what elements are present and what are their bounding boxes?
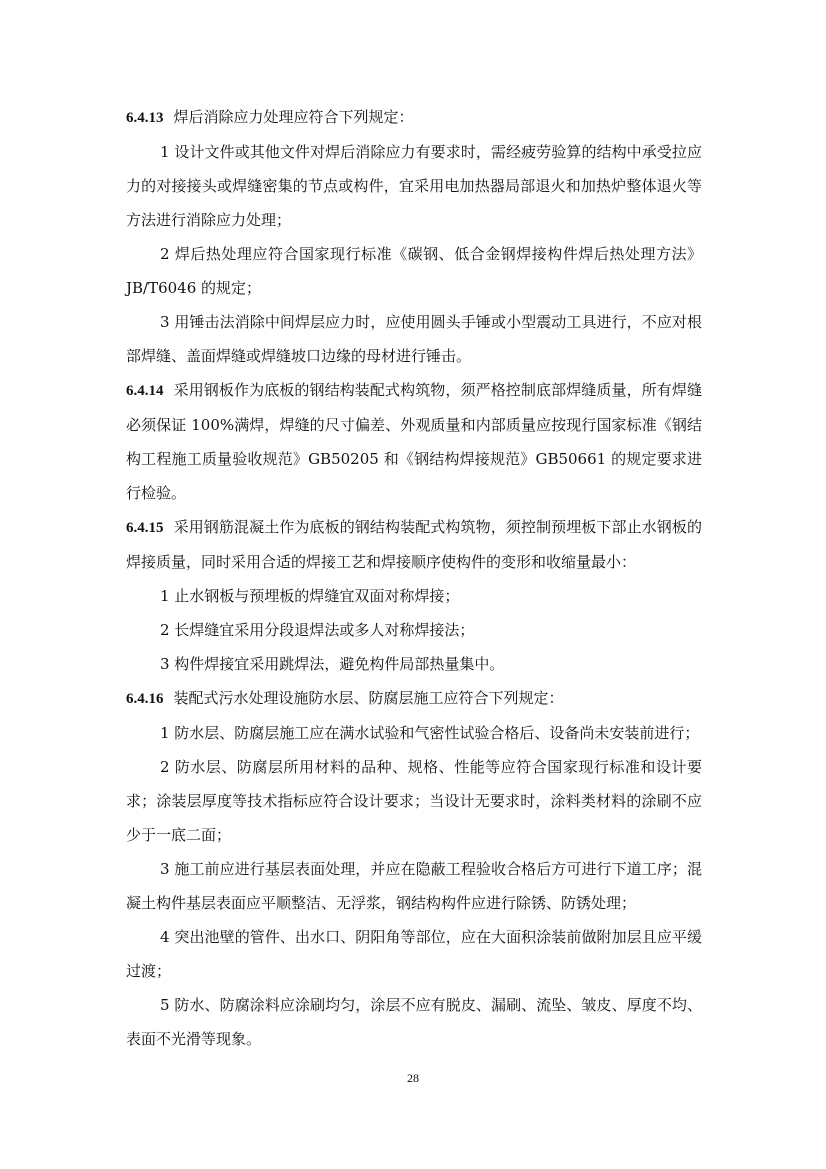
list-item: 5 防水、防腐涂料应涂刷均匀，涂层不应有脱皮、漏刷、流坠、皱皮、厚度不均、表面不光滑等现象。 <box>126 996 702 1048</box>
section-number: 6.4.14 <box>126 383 164 399</box>
section-title: 焊后消除应力处理应符合下列规定： <box>173 108 414 126</box>
document-body <box>126 100 702 1056</box>
list-item: 2 长焊缝宜采用分段退焊法或多人对称焊接法； <box>160 621 475 639</box>
list-item: 2 焊后热处理应符合国家现行标准《碳钢、低合金钢焊接构件焊后热处理方法》JB/T6046 的规定； <box>126 245 702 297</box>
section-6-4-14 <box>126 373 702 510</box>
list-item: 1 防水层、防腐层施工应在满水试验和气密性试验合格后、设备尚未安装前进行； <box>160 724 700 742</box>
section-number: 6.4.15 <box>126 520 164 536</box>
page-number: 28 <box>407 1071 419 1085</box>
list-item: 1 止水钢板与预埋板的焊缝宜双面对称焊接； <box>160 587 460 605</box>
list-item: 2 防水层、防腐层所用材料的品种、规格、性能等应符合国家现行标准和设计要求；涂装层厚度等技术指标应符合设计要求；当设计无要求时，涂料类材料的涂刷不应少于一底二面； <box>126 758 702 844</box>
section-title: 采用钢筋混凝土作为底板的钢结构装配式构筑物，须控制预埋板下部止水钢板的焊接质量，同时采用合适的焊接工艺和焊接顺序使构件的变形和收缩量最小： <box>126 518 702 571</box>
list-item: 3 构件焊接宜采用跳焊法，避免构件局部热量集中。 <box>160 655 505 673</box>
section-6-4-13 <box>126 100 702 135</box>
section-6-4-16 <box>126 681 702 716</box>
list-item: 3 用锤击法消除中间焊层应力时，应使用圆头手锤或小型震动工具进行，不应对根部焊缝、盖面焊缝或焊缝坡口边缘的母材进行锤击。 <box>126 313 702 365</box>
list-item: 3 施工前应进行基层表面处理，并应在隐蔽工程验收合格后方可进行下道工序；混凝土构件基层表面应平顺整洁、无浮浆，钢结构构件应进行除锈、防锈处理； <box>126 860 702 912</box>
section-title: 装配式污水处理设施防水层、防腐层施工应符合下列规定： <box>173 689 564 707</box>
list-item: 1 设计文件或其他文件对焊后消除应力有要求时，需经疲劳验算的结构中承受拉应力的对接接头或焊缝密集的节点或构件，宜采用电加热器局部退火和加热炉整体退火等方法进行消除应力处理； <box>126 143 702 229</box>
list-item: 4 突出池壁的管件、出水口、阴阳角等部位，应在大面积涂装前做附加层且应平缓过渡； <box>126 928 702 980</box>
section-title: 采用钢板作为底板的钢结构装配式构筑物，须严格控制底部焊缝质量，所有焊缝必须保证 100%满焊，焊缝的尺寸偏差、外观质量和内部质量应按现行国家标准《钢结构工程施工质量验收规范》GB50205 和《钢结构焊接规范》GB50661 的规定要求进行检验。 <box>126 381 702 502</box>
section-number: 6.4.16 <box>126 691 164 707</box>
section-number: 6.4.13 <box>126 110 164 126</box>
section-6-4-15 <box>126 510 702 579</box>
